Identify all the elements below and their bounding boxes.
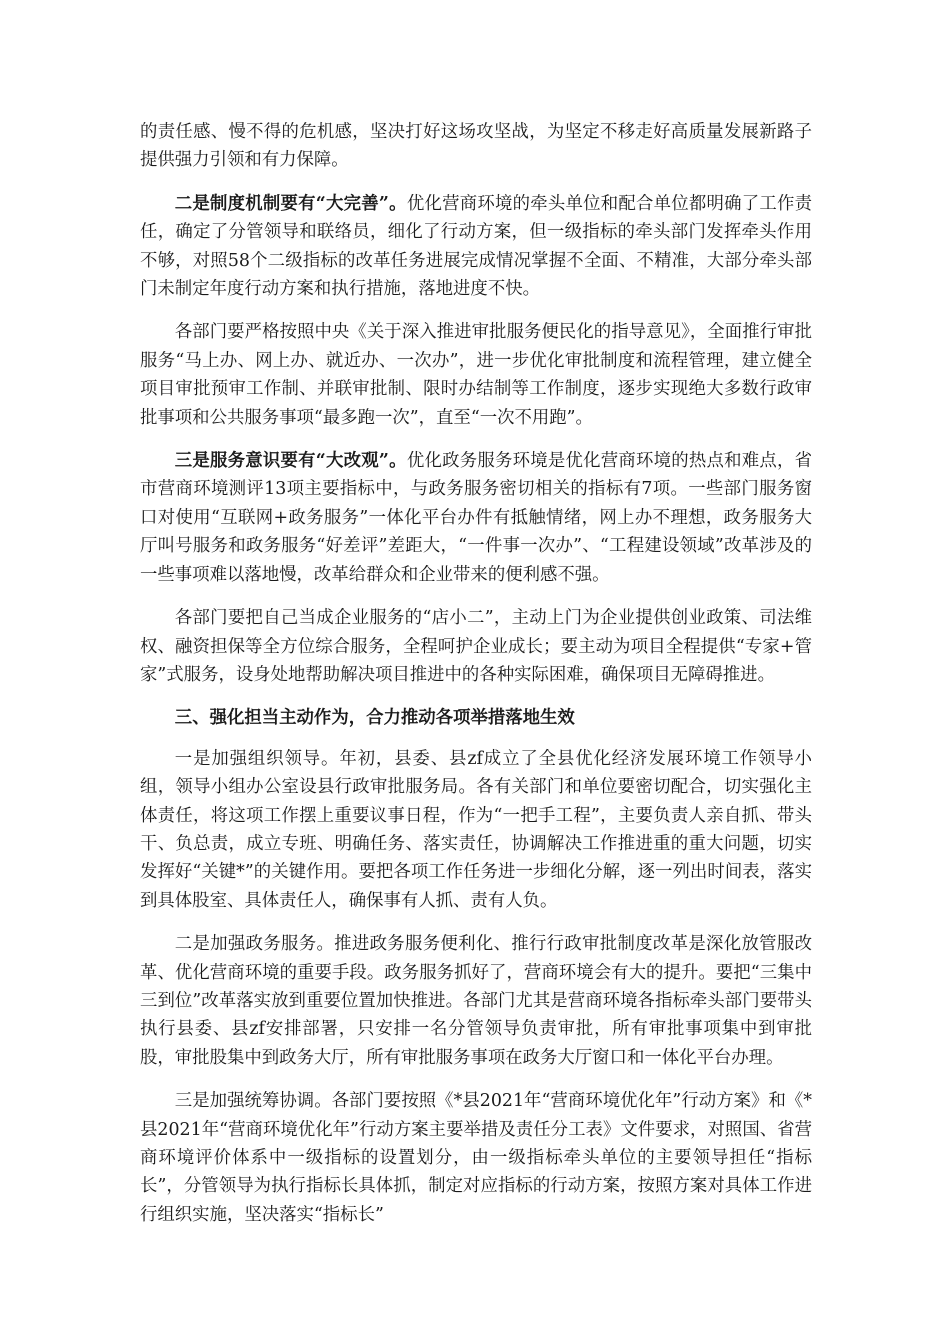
document-page	[140, 118, 812, 1244]
paragraph-coordination: 三是加强统筹协调。各部门要按照《*县2021年“营商环境优化年”行动方案》和《*县2021年“营商环境优化年”行动方案主要举措及责任分工表》文件要求，对照国、省营商环境评价体系中一级指标的设置划分，由一级指标牵头单位的主要领导担任“指标长”，分管领导为执行指标长具体抓，制定对应指标的行动方案，按照方案对具体工作进行组织实施，坚决落实“指标长”	[140, 1091, 812, 1225]
paragraph-lead: 二是制度机制要有“大完善”。	[174, 193, 407, 214]
paragraph-enterprise-service: 各部门要把自己当成企业服务的“店小二”，主动上门为企业提供创业政策、司法维权、融资担保等全方位综合服务，全程呵护企业成长；要主动为项目全程提供“专家+管家”式服务，设身处地帮助解决项目推进中的各种实际困难，确保项目无障碍推进。	[140, 608, 812, 685]
paragraph-continuation: 的责任感、慢不得的危机感，坚决打好这场攻坚战，为坚定不移走好高质量发展新路子提供强力引领和有力保障。	[140, 122, 812, 171]
paragraph-body: 优化政务服务环境是优化营商环境的热点和难点，省市营商环境测评13项主要指标中，与政务服务密切相关的指标有7项。一些部门服务窗口对使用“互联网+政务服务”一体化平台办件有抵触情绪，网上办不理想，政务服务大厅叫号服务和政务服务“好差评”差距大，“一件事一次办”、“工程建设领域”改革涉及的一些事项难以落地慢，改革给群众和企业带来的便利感不强。	[140, 451, 812, 585]
paragraph-approval-requirements: 各部门要严格按照中央《关于深入推进审批服务便民化的指导意见》，全面推行审批服务“马上办、网上办、就近办、一次办”，进一步优化审批制度和流程管理，建立健全项目审批预审工作制、并联审批制、限时办结制等工作制度，逐步实现绝大多数行政审批事项和公共服务事项“最多跑一次”，直至“一次不用跑”。	[140, 322, 812, 428]
paragraph-system-mechanism	[140, 190, 812, 304]
section-heading-three: 三、强化担当主动作为，合力推动各项举措落地生效	[174, 708, 575, 729]
paragraph-government-service: 二是加强政务服务。推进政务服务便利化、推行行政审批制度改革是深化放管服改革、优化营商环境的重要手段。政务服务抓好了，营商环境会有大的提升。要把“三集中三到位”改革落实放到重要位置加快推进。各部门尤其是营商环境各指标牵头部门要带头执行县委、县zf安排部署，只安排一名分管领导负责审批，所有审批事项集中到审批股，审批股集中到政务大厅，所有审批服务事项在政务大厅窗口和一体化平台办理。	[140, 934, 812, 1068]
paragraph-lead: 三是服务意识要有“大改观”。	[174, 451, 407, 472]
paragraph-service-awareness	[140, 447, 812, 589]
paragraph-organization-leadership: 一是加强组织领导。年初，县委、县zf成立了全县优化经济发展环境工作领导小组，领导小组办公室设县行政审批服务局。各有关部门和单位要密切配合，切实强化主体责任，将这项工作摆上重要议事日程，作为“一把手工程”，主要负责人亲自抓、带头干、负总责，成立专班、明确任务、落实责任，协调解决工作推进重的重大问题，切实发挥好“关键*”的关键作用。要把各项工作任务进一步细化分解，逐一列出时间表，落实到具体股室、具体责任人，确保事有人抓、责有人负。	[140, 748, 812, 911]
paragraph-body: 优化营商环境的牵头单位和配合单位都明确了工作责任，确定了分管领导和联络员，细化了行动方案，但一级指标的牵头部门发挥牵头作用不够，对照58个二级指标的改革任务进展完成情况掌握不全面、不精准，大部分牵头部门未制定年度行动方案和执行措施，落地进度不快。	[140, 193, 812, 300]
